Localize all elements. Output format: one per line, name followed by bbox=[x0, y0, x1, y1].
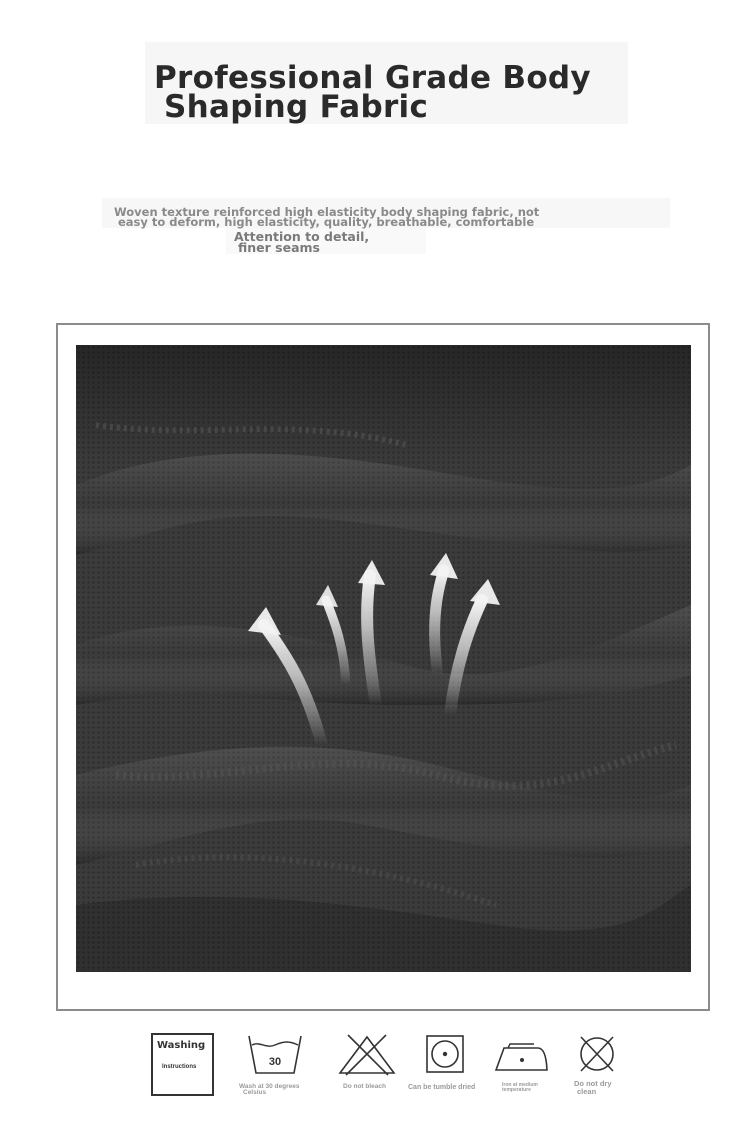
washing-title: Washing bbox=[157, 1040, 206, 1051]
iron-medium-icon bbox=[494, 1040, 550, 1074]
wash-30-label-1: Wash at 30 degrees bbox=[239, 1083, 300, 1090]
tumble-dry-icon bbox=[425, 1034, 467, 1076]
fabric-illustration bbox=[76, 345, 691, 972]
description-line-3: Attention to detail, bbox=[234, 229, 370, 244]
description-line-4: finer seams bbox=[238, 240, 320, 255]
page-title-line-1: Professional Grade Body bbox=[154, 60, 591, 96]
washing-subtitle: Instructions bbox=[162, 1064, 197, 1070]
tumble-dry-label: Can be tumble dried bbox=[408, 1084, 476, 1091]
page-title-line-2: Shaping Fabric bbox=[164, 89, 429, 125]
iron-label-2: temperature bbox=[502, 1087, 531, 1093]
dry-clean-label-1: Do not dry bbox=[574, 1079, 612, 1088]
description-line-1: Woven texture reinforced high elasticity body shaping fabric, not bbox=[114, 205, 540, 219]
wash-30-label-2: Celsius bbox=[243, 1089, 267, 1096]
fabric-photo bbox=[76, 345, 691, 972]
do-not-dry-clean-icon bbox=[576, 1034, 620, 1076]
dry-clean-label-2: clean bbox=[577, 1087, 597, 1096]
do-not-bleach-icon bbox=[336, 1033, 398, 1077]
description-line-2: easy to deform, high elasticity, quality, breathable, comfortable bbox=[118, 215, 535, 229]
do-not-bleach-label: Do not bleach bbox=[343, 1083, 386, 1090]
iron-label-1: Iron at medium bbox=[502, 1082, 538, 1088]
wash-30-icon bbox=[246, 1033, 304, 1077]
wash-temperature: 30 bbox=[268, 1056, 282, 1068]
